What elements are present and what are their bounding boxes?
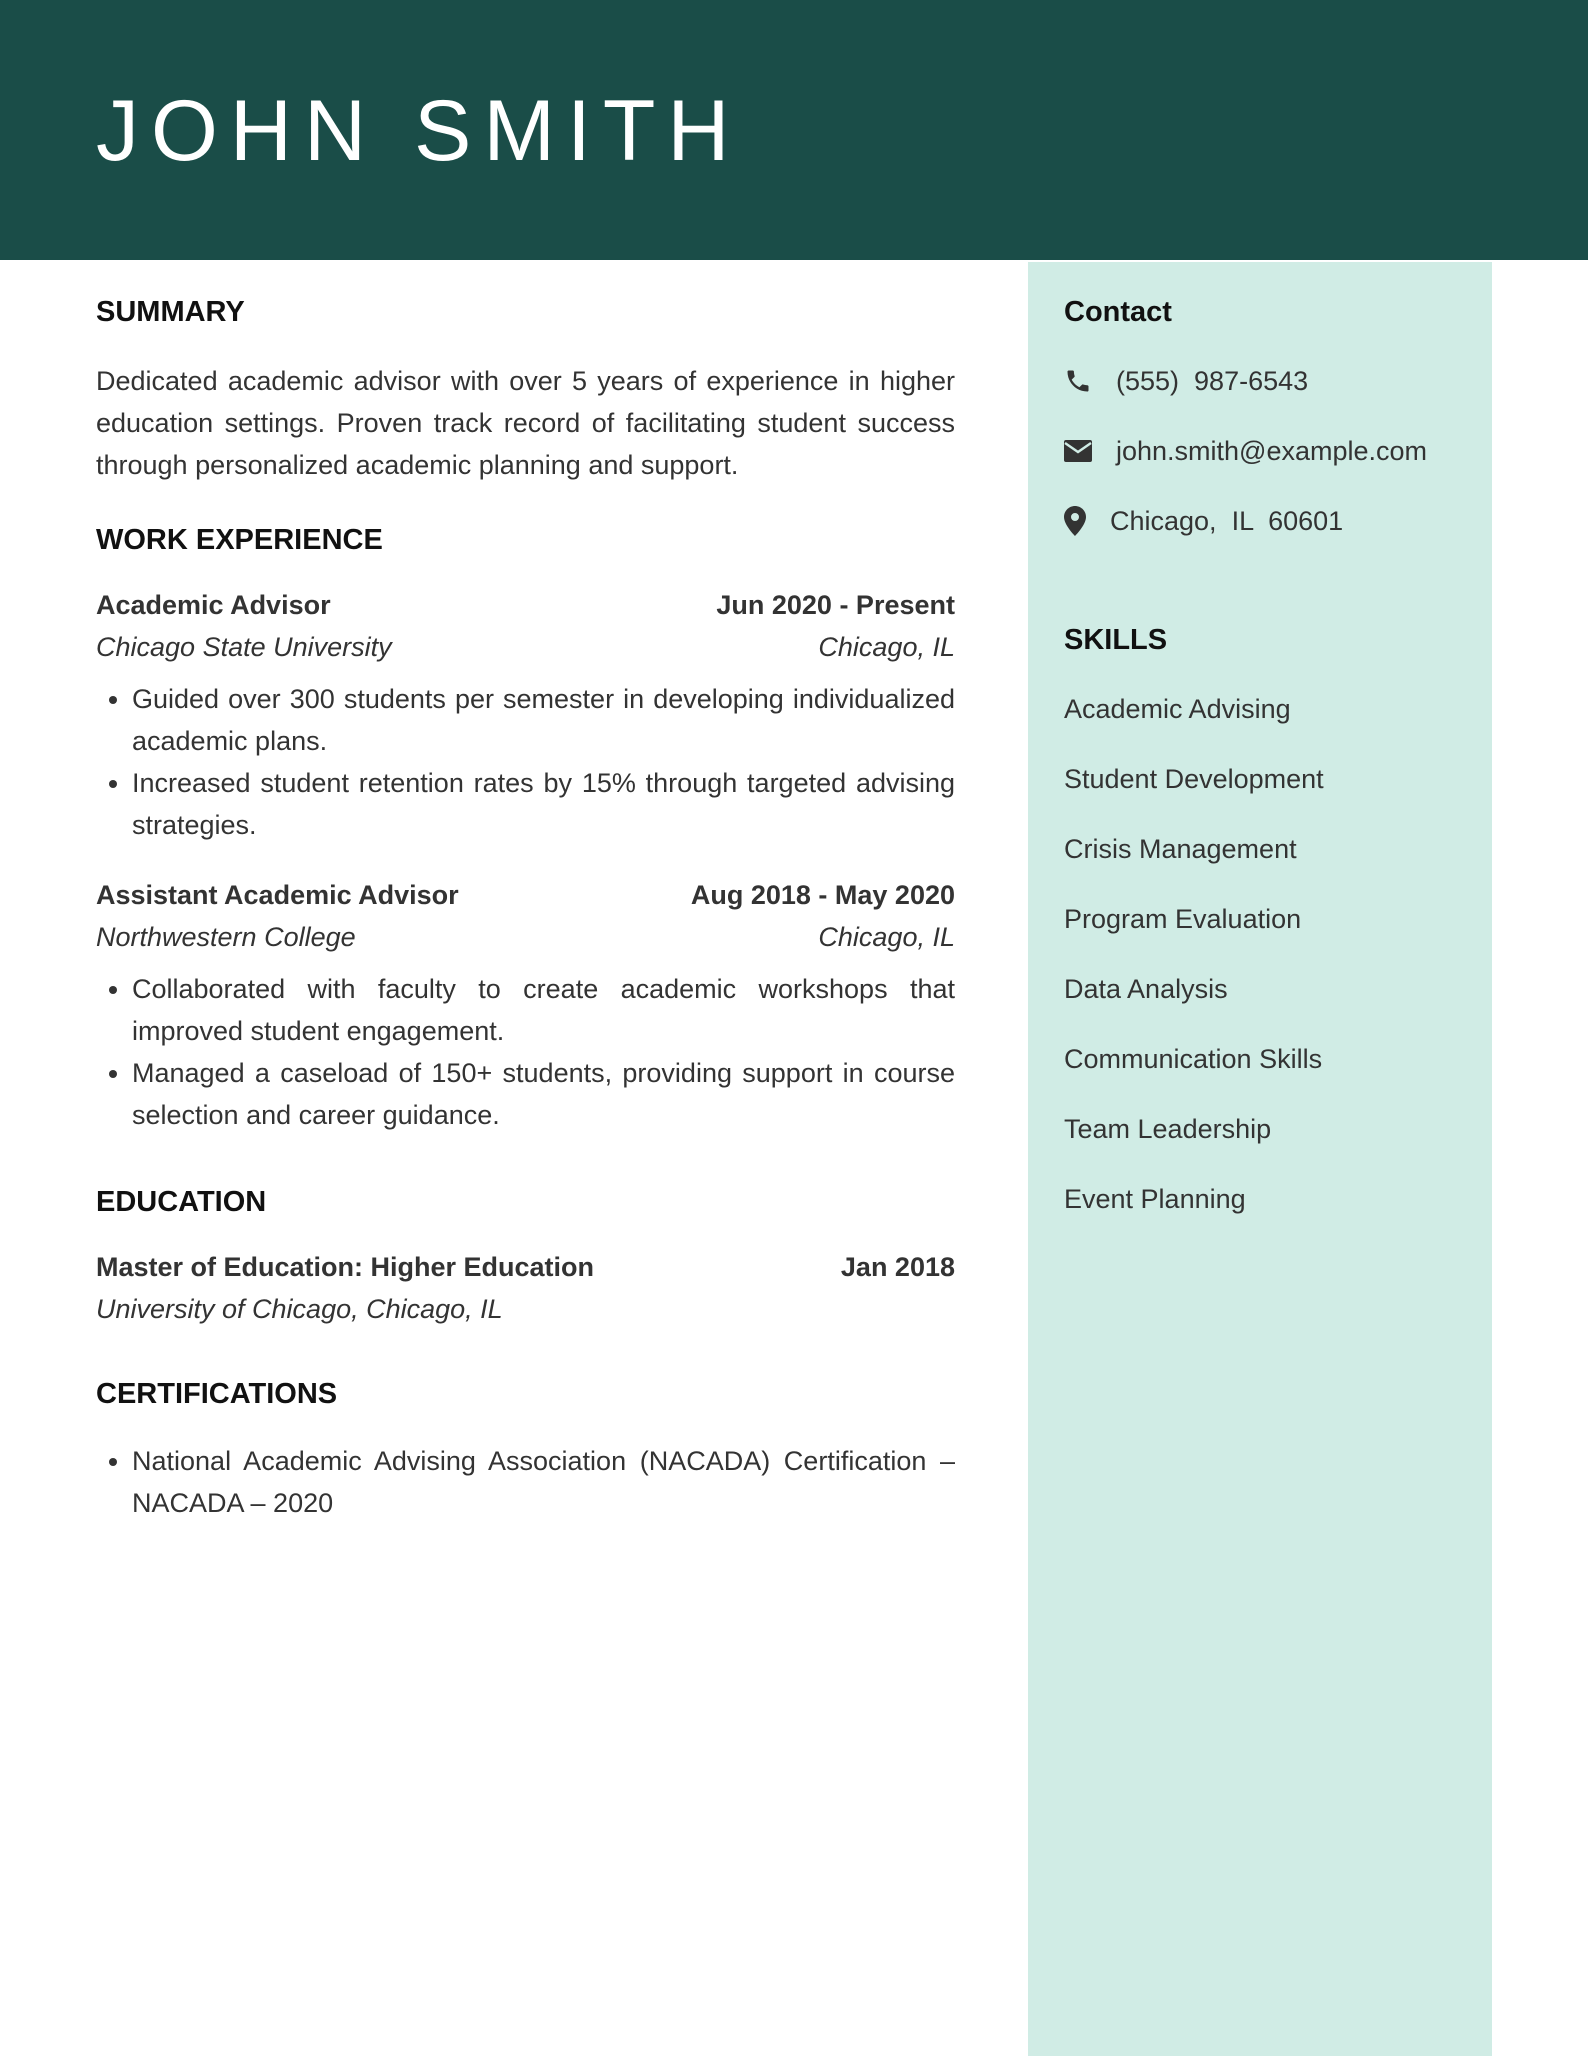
contact-location xyxy=(1064,486,1464,556)
map-pin-icon xyxy=(1064,506,1110,536)
contact-phone-text: (555) 987-6543 xyxy=(1116,365,1309,396)
job-entry xyxy=(96,584,955,846)
job-location: Chicago, IL xyxy=(818,922,955,952)
main-column xyxy=(96,288,955,1524)
job-bullet: • Increased student retention rates by 15% through targeted advising strategies. xyxy=(132,762,955,846)
skills-heading: SKILLS xyxy=(1064,624,1168,656)
education-section xyxy=(96,1178,955,1330)
candidate-name: JOHN SMITH xyxy=(96,83,742,179)
skill-item: Data Analysis xyxy=(1064,974,1228,1004)
contact-email xyxy=(1064,416,1464,486)
job-bullets xyxy=(96,968,955,1136)
work-experience-heading: WORK EXPERIENCE xyxy=(96,524,383,556)
job-bullet: • Collaborated with faculty to create academic workshops that improved student engagement. xyxy=(132,968,955,1052)
job-entry xyxy=(96,874,955,1136)
contact-heading: Contact xyxy=(1064,296,1172,328)
job-title: Academic Advisor xyxy=(96,590,331,620)
certifications-section xyxy=(96,1370,955,1524)
certification-item: • National Academic Advising Association (NACADA) Certification – NACADA – 2020 xyxy=(132,1440,955,1524)
skill-item: Student Development xyxy=(1064,764,1324,794)
skills-list xyxy=(1064,674,1464,1234)
skill-item: Team Leadership xyxy=(1064,1114,1272,1144)
envelope-icon xyxy=(1064,440,1116,462)
education-entry xyxy=(96,1246,955,1330)
contact-email-text: john.smith@example.com xyxy=(1116,435,1428,466)
job-organization: Northwestern College xyxy=(96,922,356,952)
job-title: Assistant Academic Advisor xyxy=(96,880,459,910)
job-bullets xyxy=(96,678,955,846)
job-organization: Chicago State University xyxy=(96,632,392,662)
skill-item: Event Planning xyxy=(1064,1184,1246,1214)
contact-list xyxy=(1064,346,1464,556)
skill-item: Program Evaluation xyxy=(1064,904,1302,934)
certifications-heading: CERTIFICATIONS xyxy=(96,1378,338,1410)
summary-text: Dedicated academic advisor with over 5 years of experience in higher education settings. Proven track record of facilitating student success through personalized academic planning and support. xyxy=(96,366,955,480)
sidebar xyxy=(1028,262,1492,2056)
school-name: University of Chicago, Chicago, IL xyxy=(96,1294,503,1324)
contact-phone xyxy=(1064,346,1464,416)
phone-icon xyxy=(1064,367,1116,395)
sidebar-content xyxy=(1064,288,1464,1234)
job-bullet: • Guided over 300 students per semester in developing individualized academic plans. xyxy=(132,678,955,762)
job-location: Chicago, IL xyxy=(818,632,955,662)
header-banner xyxy=(0,0,1588,260)
contact-location-text: Chicago, IL 60601 xyxy=(1110,505,1344,536)
summary-heading: SUMMARY xyxy=(96,296,245,328)
job-dates: Aug 2018 - May 2020 xyxy=(690,880,955,910)
job-bullet: • Managed a caseload of 150+ students, providing support in course selection and career guidance. xyxy=(132,1052,955,1136)
certifications-list xyxy=(96,1440,955,1524)
skill-item: Academic Advising xyxy=(1064,694,1291,724)
skill-item: Crisis Management xyxy=(1064,834,1297,864)
summary-section xyxy=(96,288,955,486)
skill-item: Communication Skills xyxy=(1064,1044,1323,1074)
degree-date: Jan 2018 xyxy=(840,1252,955,1282)
job-dates: Jun 2020 - Present xyxy=(716,590,955,620)
education-heading: EDUCATION xyxy=(96,1186,267,1218)
work-experience-section xyxy=(96,516,955,1136)
degree-title: Master of Education: Higher Education xyxy=(96,1252,595,1282)
